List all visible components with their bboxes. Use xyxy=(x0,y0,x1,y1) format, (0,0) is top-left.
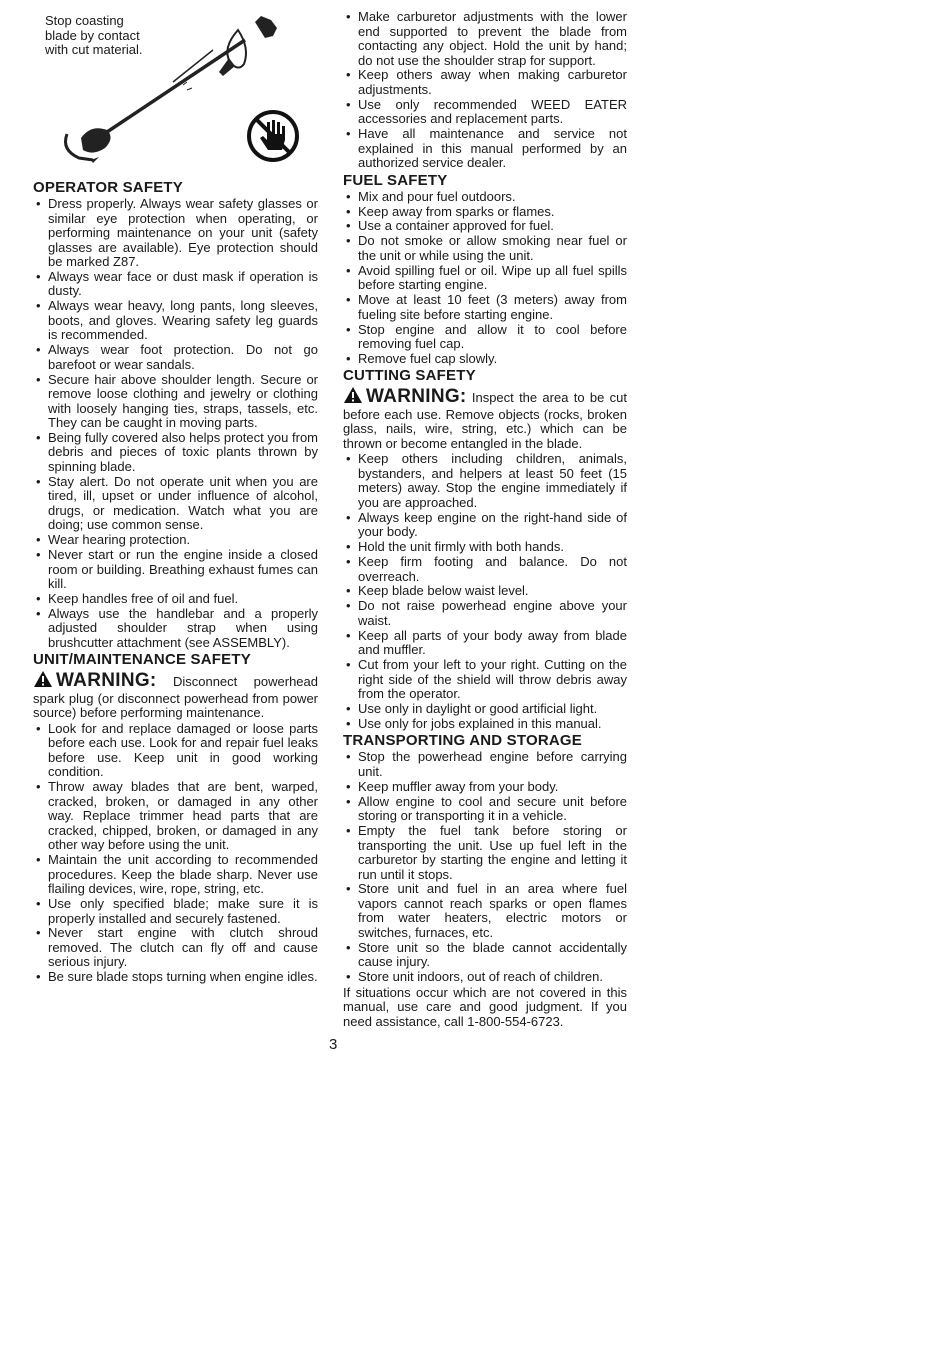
cutting-safety-list xyxy=(343,452,627,731)
warning-triangle-icon xyxy=(33,670,53,692)
list-item: • Use only in daylight or good artificial light. xyxy=(343,702,627,717)
list-item: • Store unit so the blade cannot accidentally cause injury. xyxy=(343,941,627,970)
list-item: • Do not smoke or allow smoking near fuel or the unit or while using the unit. xyxy=(343,234,627,263)
list-item: • Stop engine and allow it to cool before removing fuel cap. xyxy=(343,323,627,352)
list-item: • Keep others away when making carburetor adjustments. xyxy=(343,68,627,97)
fuel-safety-heading: FUEL SAFETY xyxy=(343,171,448,189)
list-item: • Throw away blades that are bent, warped, cracked, broken, or damaged in any other way. Replace trimmer head parts that are cracked, chipped, broken, or damaged in any other way before using the unit. xyxy=(33,780,318,853)
warning-text: Inspect the area to be cut before each use. Remove objects (rocks, broken glass, nails, wire, string, etc.) which can be thrown or become entangled in the blade. xyxy=(343,390,627,451)
fuel-safety-list xyxy=(343,190,627,367)
list-item: • Do not raise powerhead engine above your waist. xyxy=(343,599,627,628)
list-item: • Keep handles free of oil and fuel. xyxy=(33,592,318,607)
list-item: • Always wear foot protection. Do not go barefoot or wear sandals. xyxy=(33,343,318,372)
list-item: • Stay alert. Do not operate unit when you are tired, ill, upset or under influence of alcohol, drugs, or medication. Watch what you are doing; use common sense. xyxy=(33,475,318,533)
list-item: • Be sure blade stops turning when engine idles. xyxy=(33,970,318,985)
list-item: • Allow engine to cool and secure unit before storing or transporting it in a vehicle. xyxy=(343,795,627,824)
unit-maintenance-safety-heading: UNIT/MAINTENANCE SAFETY xyxy=(33,651,251,669)
operator-safety-list xyxy=(33,197,318,650)
list-item: • Make carburetor adjustments with the lower end supported to prevent the blade from contacting any object. Hold the unit by hand; do not use the shoulder strap for support. xyxy=(343,10,627,68)
list-item: • Store unit indoors, out of reach of children. xyxy=(343,970,627,985)
maintenance-list-right xyxy=(343,10,627,171)
list-item: • Hold the unit firmly with both hands. xyxy=(343,540,627,555)
closing-paragraph: If situations occur which are not covered in this manual, use care and good judgment. If you need assistance, call 1-800-554-6723. xyxy=(343,984,627,1029)
list-item: • Look for and replace damaged or loose parts before each use. Look for and repair fuel leaks before use. Keep unit in good working condition. xyxy=(33,722,318,780)
list-item: • Keep blade below waist level. xyxy=(343,584,627,599)
list-item: • Store unit and fuel in an area where fuel vapors cannot reach sparks or open flames from water heaters, electric motors or switches, furnaces, etc. xyxy=(343,882,627,940)
list-item: • Keep all parts of your body away from blade and muffler. xyxy=(343,629,627,658)
warning-label: WARNING: xyxy=(56,670,157,692)
left-column xyxy=(33,10,318,985)
list-item: • Keep away from sparks or flames. xyxy=(343,205,627,220)
list-item: • Wear hearing protection. xyxy=(33,533,318,548)
list-item: • Secure hair above shoulder length. Secure or remove loose clothing and jewelry or clothing with loosely hanging ties, straps, tassels, etc. They can be caught in moving parts. xyxy=(33,373,318,431)
caption-line: blade by contact xyxy=(45,27,140,43)
list-item: • Never start or run the engine inside a closed room or building. Breathing exhaust fumes can kill. xyxy=(33,548,318,592)
cutting-warning xyxy=(343,386,627,451)
list-item: • Always wear face or dust mask if operation is dusty. xyxy=(33,270,318,299)
list-item: • Avoid spilling fuel or oil. Wipe up all fuel spills before starting engine. xyxy=(343,264,627,293)
list-item: • Remove fuel cap slowly. xyxy=(343,352,627,367)
list-item: • Use only specified blade; make sure it is properly installed and securely fastened. xyxy=(33,897,318,926)
safety-illustration xyxy=(33,10,318,178)
list-item: • Mix and pour fuel outdoors. xyxy=(343,190,627,205)
list-item: • Use only for jobs explained in this manual. xyxy=(343,717,627,732)
list-item: • Always keep engine on the right-hand side of your body. xyxy=(343,511,627,540)
list-item: • Being fully covered also helps protect you from debris and pieces of toxic plants thrown by spinning blade. xyxy=(33,431,318,475)
warning-triangle-icon xyxy=(343,386,363,408)
list-item: • Keep muffler away from your body. xyxy=(343,780,627,795)
caption-line: Stop coasting xyxy=(45,13,124,28)
maintenance-list-left xyxy=(33,722,318,985)
list-item: • Move at least 10 feet (3 meters) away from fueling site before starting engine. xyxy=(343,293,627,322)
cutting-safety-heading: CUTTING SAFETY xyxy=(343,367,476,385)
list-item: • Keep firm footing and balance. Do not overreach. xyxy=(343,555,627,584)
warning-label: WARNING: xyxy=(366,386,467,408)
list-item: • Empty the fuel tank before storing or transporting the unit. Use up fuel left in the carburetor by starting the engine and letting it run until it stops. xyxy=(343,824,627,882)
caption-line: with cut material. xyxy=(45,42,143,57)
list-item: • Use only recommended WEED EATER accessories and replacement parts. xyxy=(343,98,627,127)
list-item: • Cut from your left to your right. Cutting on the right side of the shield will throw debris away from the operator. xyxy=(343,658,627,702)
operator-safety-heading: OPERATOR SAFETY xyxy=(33,179,183,196)
list-item: • Keep others including children, animals, bystanders, and helpers at least 50 feet (15 meters) away. Stop the engine immediately if you are approached. xyxy=(343,452,627,510)
list-item: • Stop the powerhead engine before carrying unit. xyxy=(343,750,627,779)
page-number: 3 xyxy=(329,1036,338,1053)
list-item: • Maintain the unit according to recommended procedures. Keep the blade sharp. Never use flailing devices, wire, rope, string, etc. xyxy=(33,853,318,897)
transporting-storage-heading: TRANSPORTING AND STORAGE xyxy=(343,732,582,750)
list-item: • Never start engine with clutch shroud removed. The clutch can fly off and cause serious injury. xyxy=(33,926,318,970)
list-item: • Dress properly. Always wear safety glasses or similar eye protection when operating, or performing maintenance on your unit (safety glasses are available). Eye protection should be marked Z87. xyxy=(33,197,318,270)
list-item: • Use a container approved for fuel. xyxy=(343,219,627,234)
list-item: • Always use the handlebar and a properly adjusted shoulder strap when using brushcutter attachment (see ASSEMBLY). xyxy=(33,607,318,651)
transporting-storage-list xyxy=(343,750,627,984)
warning-text: Disconnect powerhead spark plug (or disconnect powerhead from power source) before performing maintenance. xyxy=(33,674,318,721)
maintenance-warning xyxy=(33,670,318,721)
list-item: • Always wear heavy, long pants, long sleeves, boots, and gloves. Wearing safety leg guards is recommended. xyxy=(33,299,318,343)
right-column xyxy=(343,10,627,1029)
list-item: • Have all maintenance and service not explained in this manual performed by an authorized service dealer. xyxy=(343,127,627,171)
illustration-caption xyxy=(45,14,143,58)
